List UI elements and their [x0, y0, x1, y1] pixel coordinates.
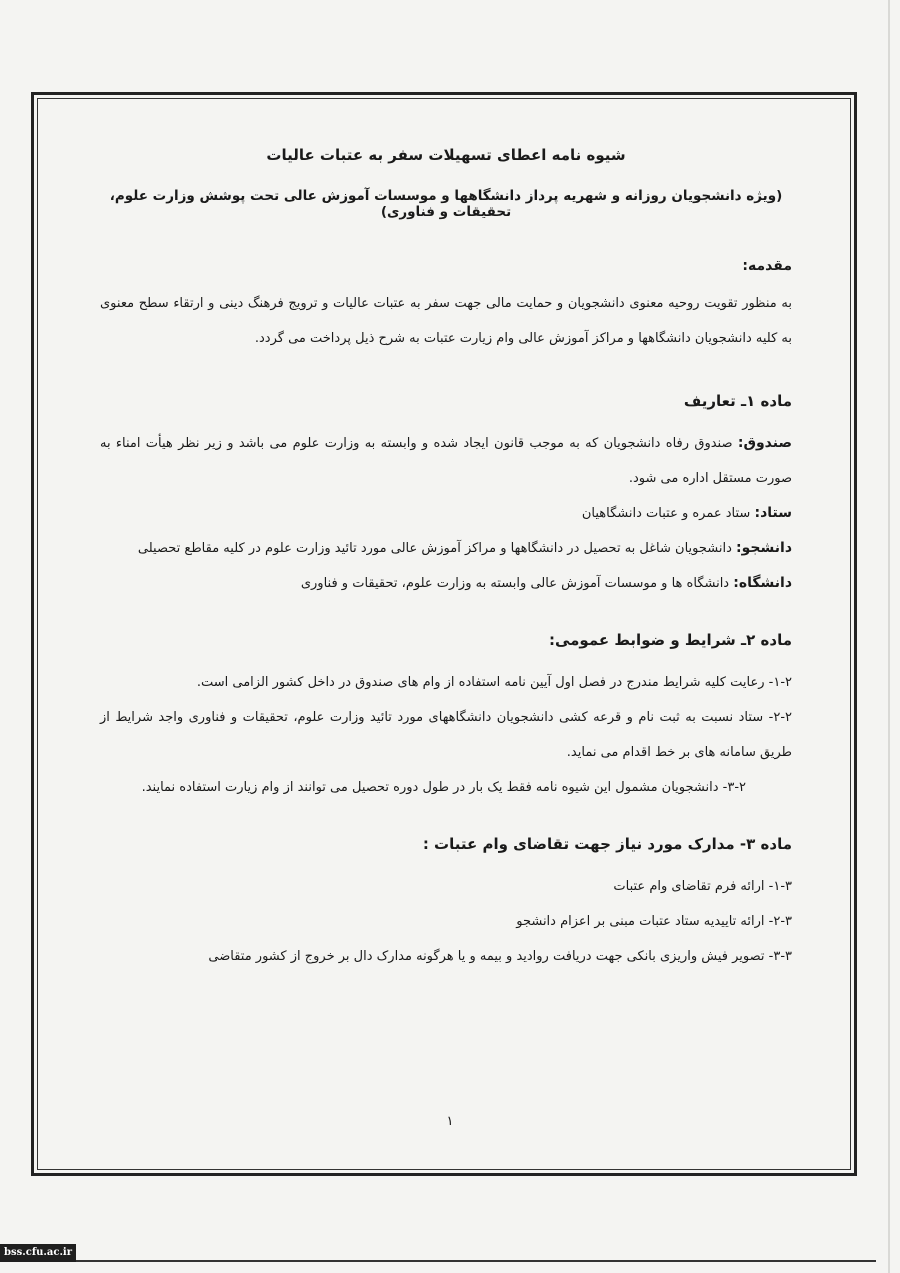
document-body [100, 140, 792, 974]
article3-heading: ماده ۳- مدارک مورد نیاز جهت تقاضای وام عتبات : [422, 835, 792, 853]
intro-heading: مقدمه: [742, 258, 792, 274]
definition-student [100, 531, 792, 566]
article3-item: ۲-۳- ارائه تاییدیه ستاد عتبات مبنی بر اعزام دانشجو [516, 914, 792, 929]
article2-item: ۲-۲- ستاد نسبت به ثبت نام و قرعه کشی دانشجویان دانشگاههای مورد تائید وزارت علوم، تحقیقات و فناوری واجد شرایط از طریق سامانه های بر خط اقدام می نماید. [100, 710, 792, 760]
definition-text: صندوق رفاه دانشجویان که به موجب قانون ایجاد شده و وابسته به وزارت علوم می باشد و زیر نظر هیأت امناء به صورت مستقل اداره می شود. [100, 436, 792, 486]
article1-heading: ماده ۱ـ تعاریف [683, 392, 792, 410]
intro-text: به منظور تقویت روحیه معنوی دانشجویان و حمایت مالی جهت سفر به عتبات عالیات و ترویج فرهنگ دینی و ارتقاء سطح معنوی به کلیه دانشجویان دانشگاهها و مراکز آموزش عالی وام زیارت عتبات به شرح ذیل پرداخت می گردد. [100, 296, 792, 346]
definition-text: دانشجویان شاغل به تحصیل در دانشگاهها و مراکز آموزش عالی مورد تائید وزارت علوم در کلیه مقاطع تحصیلی [137, 541, 732, 556]
footer-divider [76, 1260, 876, 1262]
scan-edge [888, 0, 890, 1273]
article3-item: ۳-۳- تصویر فیش واریزی بانکی جهت دریافت روادید و بیمه و یا هرگونه مدارک دال بر خروج از کشور متقاضی [208, 949, 792, 964]
definition-term: ستاد: [754, 505, 792, 521]
article2-item: ۳-۲- دانشجویان مشمول این شیوه نامه فقط یک بار در طول دوره تحصیل می توانند از وام زیارت استفاده نمایند. [141, 780, 746, 795]
article3-item: ۱-۳- ارائه فرم تقاضای وام عتبات [613, 879, 792, 894]
definition-text: ستاد عمره و عتبات دانشگاهیان [581, 506, 751, 521]
definition-term: صندوق: [737, 435, 792, 451]
document-title: شیوه نامه اعطای تسهیلات سفر به عتبات عالیات [266, 146, 626, 164]
document-subtitle: (ویژه دانشجویان روزانه و شهریه پرداز دانشگاهها و موسسات آموزش عالی تحت پوشش وزارت علوم، تحقیقات و فناوری) [109, 188, 783, 220]
definition-term: دانشگاه: [733, 575, 792, 591]
definition-university [100, 566, 792, 601]
page-number: ۱ [446, 1114, 454, 1129]
article2-item: ۱-۲- رعایت کلیه شرایط مندرج در فصل اول آیین نامه استفاده از وام های صندوق در داخل کشور الزامی است. [196, 675, 792, 690]
definition-headquarters [100, 496, 792, 531]
definition-term: دانشجو: [736, 540, 792, 556]
footer-logo[interactable]: bss.cfu.ac.ir [0, 1244, 76, 1262]
definition-text: دانشگاه ها و موسسات آموزش عالی وابسته به وزارت علوم، تحقیقات و فناوری [300, 576, 730, 591]
article2-heading: ماده ۲ـ شرایط و ضوابط عمومی: [548, 631, 792, 649]
definition-fund [100, 426, 792, 496]
